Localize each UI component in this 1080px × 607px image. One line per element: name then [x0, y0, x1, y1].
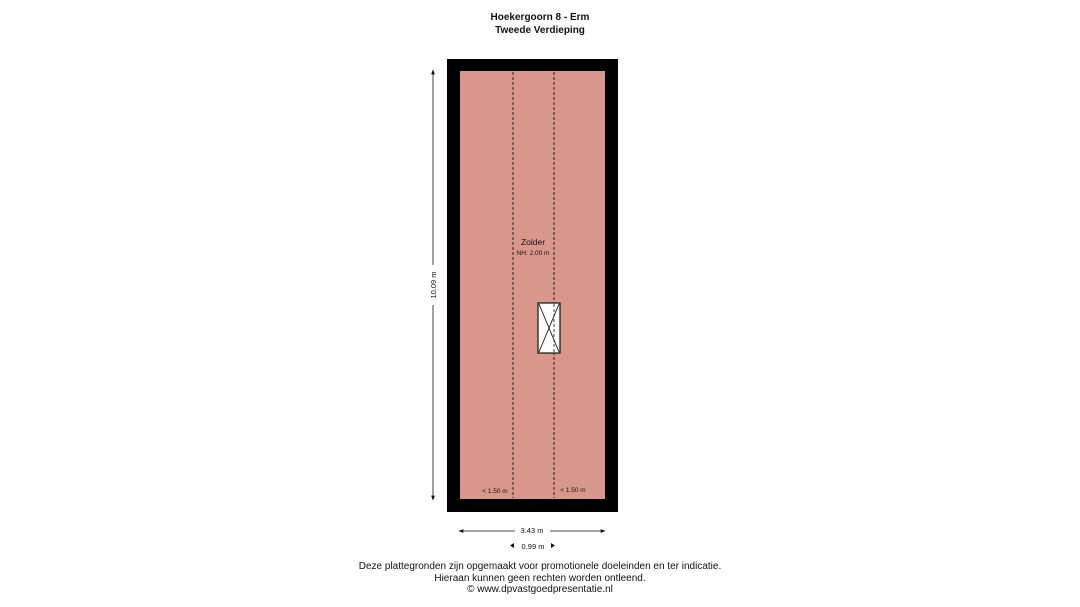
vertical-dimension — [429, 70, 438, 500]
disclaimer-footer — [0, 561, 1080, 596]
disclaimer-line-1: Deze plattegronden zijn opgemaakt voor promotionele doeleinden en ter indicatie. — [358, 561, 722, 572]
width-dimension — [459, 526, 605, 535]
plan-title: Hoekergoorn 8 - Erm — [490, 12, 590, 23]
disclaimer-line-2: Hieraan kunnen geen rechten worden ontleend. — [434, 572, 646, 584]
room-zolder — [460, 71, 605, 499]
opening-dimension-label: 0.99 m — [521, 542, 545, 551]
low-zone-right-label: < 1.50 m — [560, 487, 586, 494]
opening-dimension — [510, 542, 555, 551]
width-dimension-label: 3.43 m — [520, 526, 544, 535]
copyright-line: © www.dpvastgoedpresentatie.nl — [467, 584, 613, 595]
room-height-label: NH: 2.00 m — [516, 250, 550, 257]
stair-opening — [538, 303, 560, 353]
room-name-label: Zolder — [520, 237, 546, 247]
low-zone-left-label: < 1.50 m — [482, 488, 508, 495]
vertical-dimension-label: 10.09 m — [429, 271, 438, 299]
plan-subtitle: Tweede Verdieping — [495, 25, 585, 36]
